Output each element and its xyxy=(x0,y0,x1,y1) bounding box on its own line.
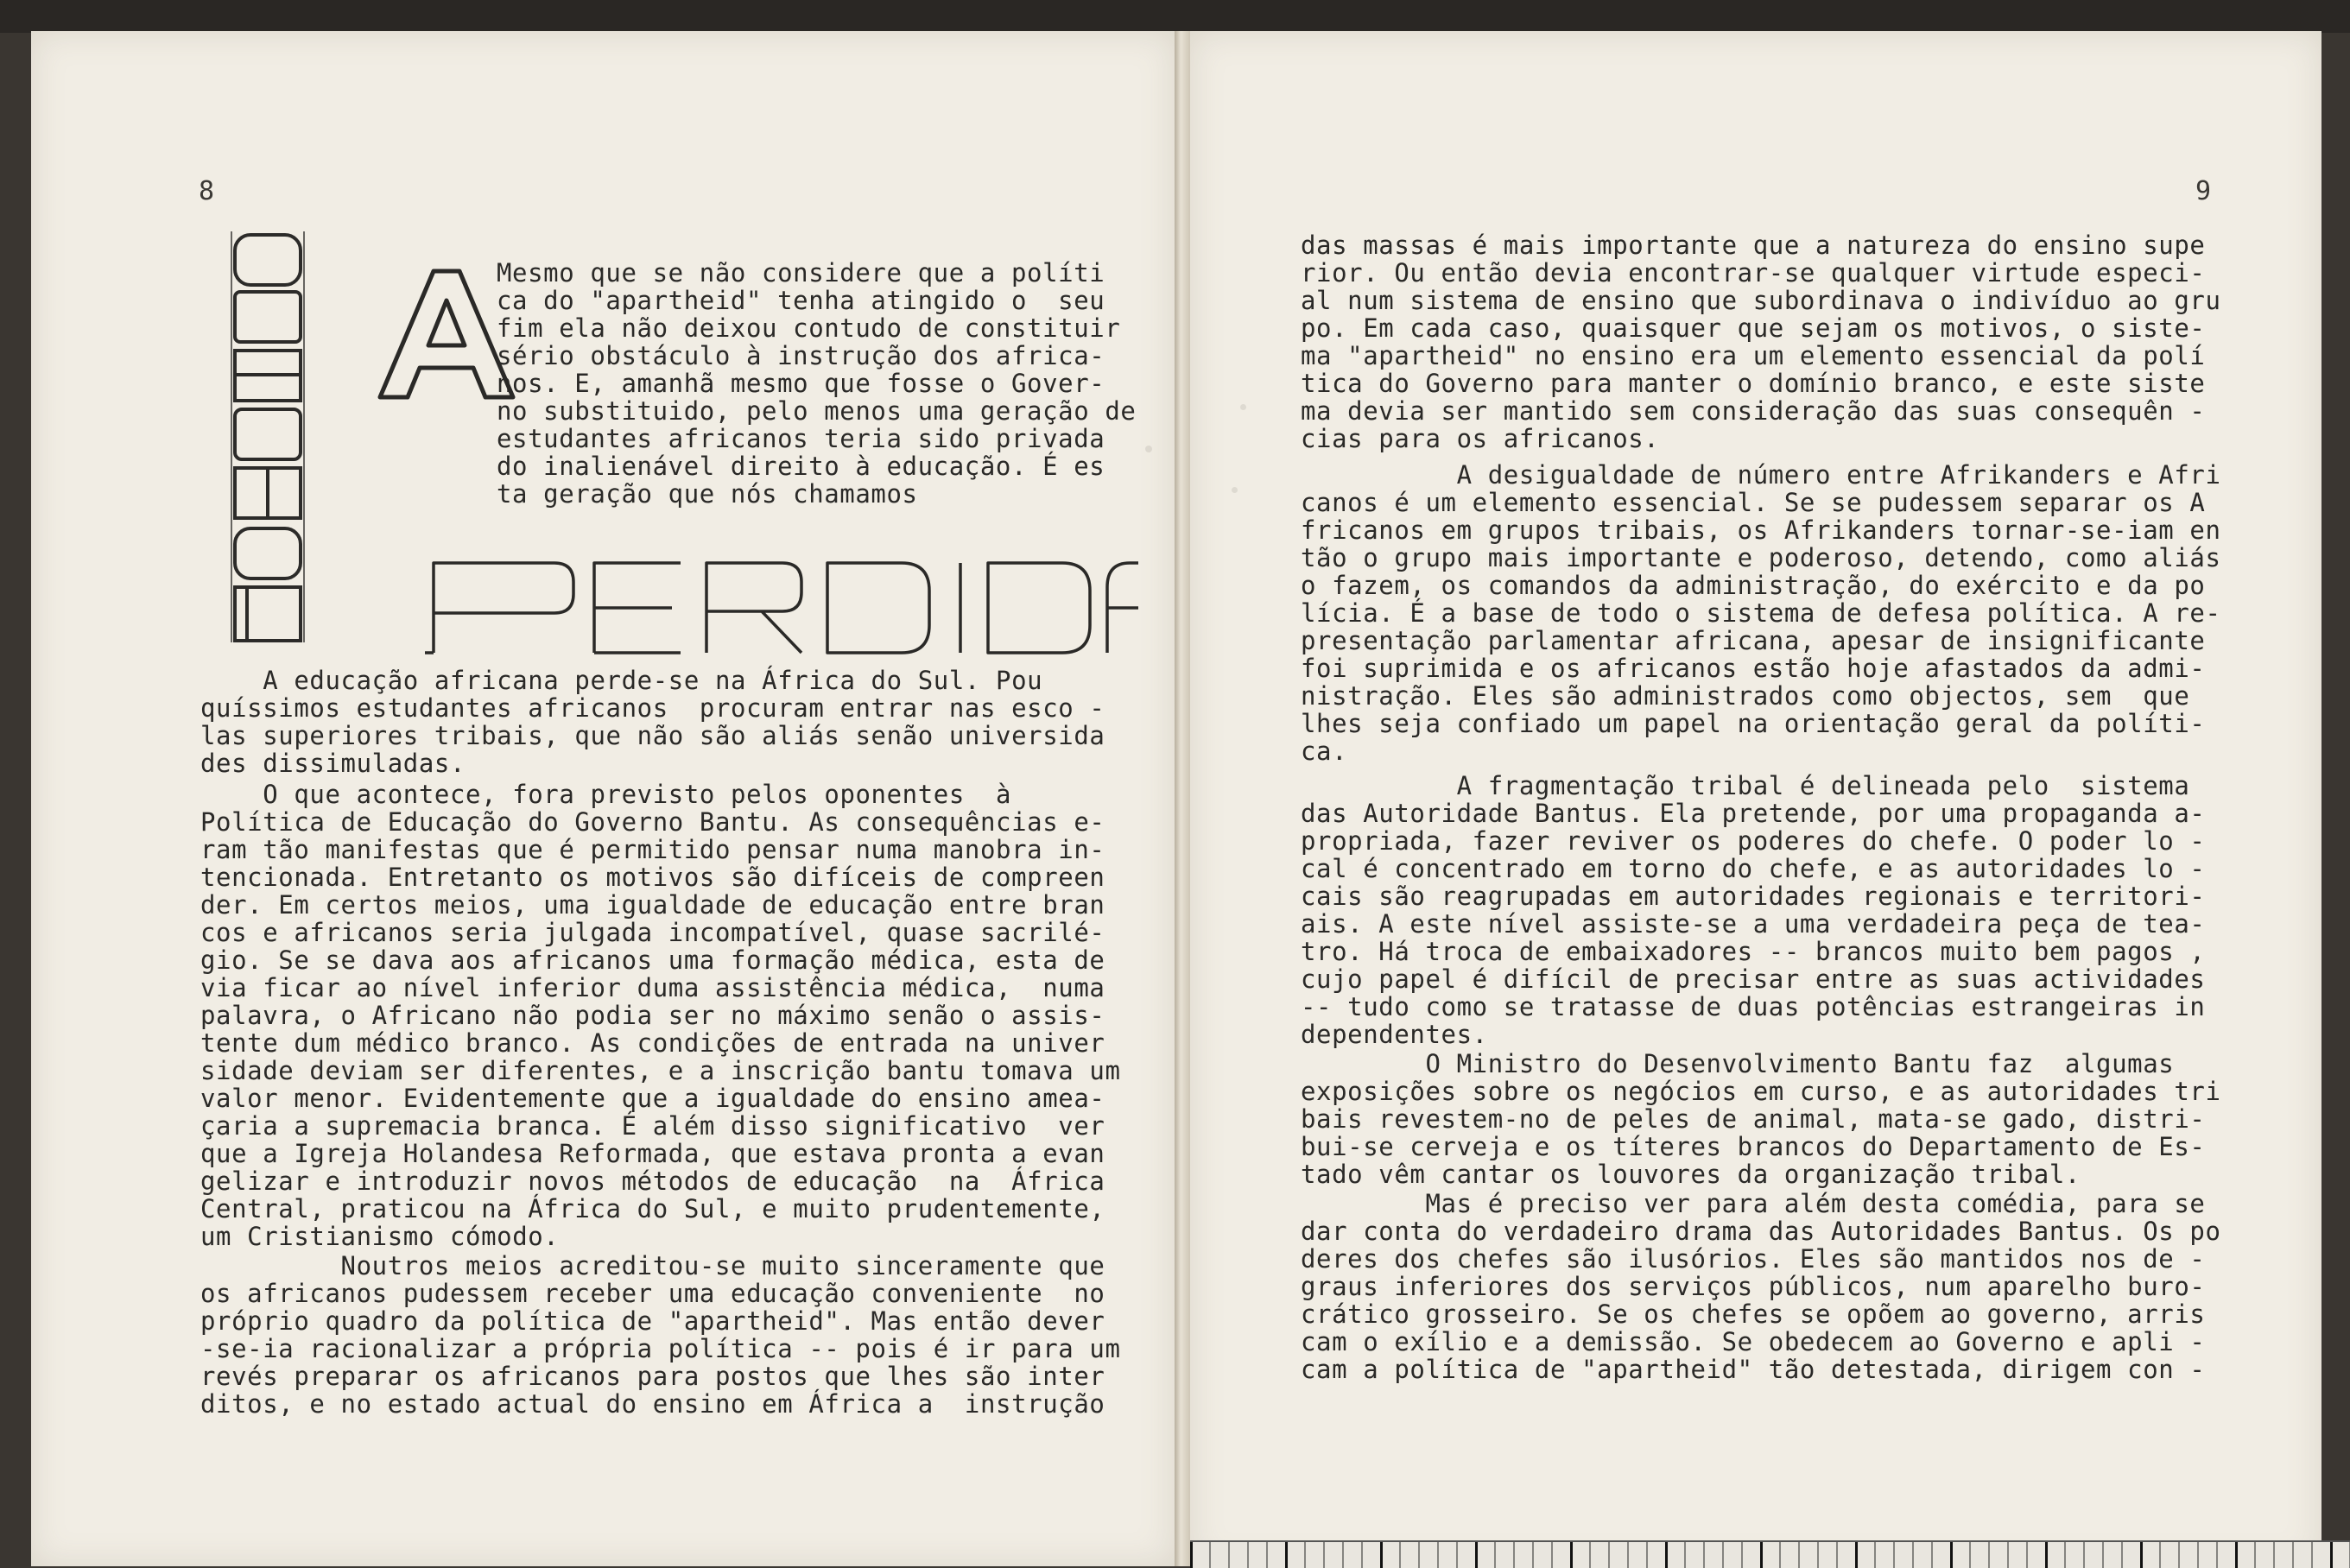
text-line: quíssimos estudantes africanos procuram entrar nas esco - xyxy=(200,693,1105,723)
text-line: palavra, o Africano não podia ser no máximo senão o assis- xyxy=(200,1001,1105,1030)
text-line: próprio quadro da política de "apartheid". Mas então dever xyxy=(200,1306,1105,1336)
text-line: fim ela não deixou contudo de constituir xyxy=(497,313,1121,343)
text-line: des dissimuladas. xyxy=(200,749,466,778)
text-line: A desigualdade de número entre Afrikanders e Afri xyxy=(1301,460,2221,490)
left-page xyxy=(31,31,1177,1566)
text-line: tão o grupo mais importante e poderoso, detendo, como aliás xyxy=(1301,543,2221,572)
text-line: A educação africana perde-se na África do Sul. Pou xyxy=(200,666,1043,695)
text-line: o fazem, os comandos da administração, do exército e da po xyxy=(1301,571,2206,600)
text-line: Mas é preciso ver para além desta comédia, para se xyxy=(1301,1189,2206,1218)
text-line: -- tudo como se tratasse de duas potências estrangeiras in xyxy=(1301,992,2206,1021)
text-line: dar conta do verdadeiro drama das Autoridades Bantus. Os po xyxy=(1301,1217,2221,1246)
text-line: presentação parlamentar africana, apesar de insignificante xyxy=(1301,626,2206,655)
text-line: foi suprimida e os africanos estão hoje afastados da admi- xyxy=(1301,654,2206,683)
text-line: lhes seja confiado um papel na orientação geral da políti- xyxy=(1301,709,2206,738)
text-line: lícia. É a base de todo o sistema de defesa política. A re- xyxy=(1301,598,2221,628)
text-line: Mesmo que se não considere que a políti xyxy=(497,258,1105,288)
text-line: deres dos chefes são ilusórios. Eles são mantidos nos de - xyxy=(1301,1244,2206,1274)
text-line: cam o exílio e a demissão. Se obedecem ao Governo e apli - xyxy=(1301,1327,2206,1356)
text-line: A fragmentação tribal é delineada pelo sistema xyxy=(1301,771,2190,800)
text-line: cal é concentrado em torno do chefe, e as autoridades lo - xyxy=(1301,854,2206,883)
text-line: ma devia ser mantido sem consideração das suas consequên - xyxy=(1301,396,2206,426)
text-line: fricanos em grupos tribais, os Afrikanders tornar-se-iam en xyxy=(1301,515,2221,545)
text-line: tencionada. Entretanto os motivos são difíceis de compreen xyxy=(200,863,1105,892)
text-line: no substituido, pelo menos uma geração de xyxy=(497,396,1137,426)
text-line: cujo papel é difícil de precisar entre as suas actividades xyxy=(1301,964,2206,994)
text-line: dependentes. xyxy=(1301,1020,1488,1049)
title-word-perdida xyxy=(425,556,1142,660)
text-line: bais revestem-no de peles de animal, mata-se gado, distri- xyxy=(1301,1104,2206,1134)
text-line: nistração. Eles são administrados como objectos, sem que xyxy=(1301,681,2190,711)
text-line: ta geração que nós chamamos xyxy=(497,479,918,509)
text-line: ma "apartheid" no ensino era um elemento essencial da polí xyxy=(1301,341,2206,370)
scale-ruler xyxy=(1190,1540,2350,1568)
text-line: rior. Ou então devia encontrar-se qualquer virtude especi- xyxy=(1301,258,2206,288)
paper-smudge xyxy=(1232,487,1238,493)
page-number-right: 9 xyxy=(2195,176,2212,206)
text-line: O que acontece, fora previsto pelos oponentes à xyxy=(200,780,1012,809)
text-line: po. Em cada caso, quaisquer que sejam os motivos, o siste- xyxy=(1301,313,2206,343)
text-line: der. Em certos meios, uma igualdade de educação entre bran xyxy=(200,890,1105,920)
text-line: valor menor. Evidentemente que a igualdade do ensino amea- xyxy=(200,1084,1105,1113)
text-line: ais. A este nível assiste-se a uma verdadeira peça de tea- xyxy=(1301,909,2206,939)
text-line: tica do Governo para manter o domínio branco, e este siste xyxy=(1301,369,2206,398)
text-line: canos é um elemento essencial. Se se pudessem separar os A xyxy=(1301,488,2206,517)
book-gutter xyxy=(1175,31,1190,1566)
text-line: çaria a supremacia branca. É além disso significativo ver xyxy=(200,1111,1105,1141)
text-line: gelizar e introduzir novos métodos de educação na África xyxy=(200,1167,1105,1196)
text-line: tro. Há troca de embaixadores -- brancos muito bem pagos , xyxy=(1301,937,2206,966)
text-line: cam a política de "apartheid" tão detestada, dirigem con - xyxy=(1301,1355,2206,1384)
ruler-major-ticks xyxy=(1190,1542,2350,1568)
text-line: via ficar ao nível inferior duma assistência médica, numa xyxy=(200,973,1105,1002)
text-line: Central, praticou na África do Sul, e muito prudentemente, xyxy=(200,1194,1105,1223)
text-line: propriada, fazer reviver os poderes do chefe. O poder lo - xyxy=(1301,826,2206,856)
text-line: O Ministro do Desenvolvimento Bantu faz algumas xyxy=(1301,1049,2175,1078)
text-line: os africanos pudessem receber uma educação conveniente no xyxy=(200,1279,1105,1308)
right-page xyxy=(1190,31,2321,1566)
text-line: nos. E, amanhã mesmo que fosse o Gover- xyxy=(497,369,1105,398)
text-line: estudantes africanos teria sido privada xyxy=(497,424,1105,453)
text-line: revés preparar os africanos para postos que lhes são inter xyxy=(200,1362,1105,1391)
text-line: das massas é mais importante que a natureza do ensino supe xyxy=(1301,231,2206,260)
scanner-background xyxy=(0,0,2350,33)
text-line: um Cristianismo cómodo. xyxy=(200,1222,560,1251)
text-line: das Autoridade Bantus. Ela pretende, por uma propaganda a- xyxy=(1301,799,2206,828)
text-line: ram tão manifestas que é permitido pensar numa manobra in- xyxy=(200,835,1105,864)
text-line: que a Igreja Holandesa Reformada, que estava pronta a evan xyxy=(200,1139,1105,1168)
text-line: tente dum médico branco. As condições de entrada na univer xyxy=(200,1028,1105,1058)
text-line: Noutros meios acreditou-se muito sinceramente que xyxy=(200,1251,1105,1280)
text-line: Política de Educação do Governo Bantu. As consequências e- xyxy=(200,807,1105,837)
text-line: ditos, e no estado actual do ensino em África a instrução xyxy=(200,1389,1105,1419)
paper-smudge xyxy=(1240,404,1246,410)
text-line: ca. xyxy=(1301,737,1348,766)
text-line: cias para os africanos. xyxy=(1301,424,1660,453)
text-line: cais são reagrupadas em autoridades regionais e territori- xyxy=(1301,882,2206,911)
text-line: las superiores tribais, que não são aliás senão universida xyxy=(200,721,1105,750)
text-line: -se-ia racionalizar a própria política -- pois é ir para um xyxy=(200,1334,1121,1363)
text-line: do inalienável direito à educação. É es xyxy=(497,452,1105,481)
text-line: gio. Se se dava aos africanos uma formação médica, esta de xyxy=(200,945,1105,975)
text-line: exposições sobre os negócios em curso, e as autoridades tri xyxy=(1301,1077,2221,1106)
page-number-left: 8 xyxy=(199,176,215,206)
text-line: sério obstáculo à instrução dos africa- xyxy=(497,341,1105,370)
text-line: al num sistema de ensino que subordinava o indivíduo ao gru xyxy=(1301,286,2221,315)
text-line: tado vêm cantar os louvores da organização tribal. xyxy=(1301,1160,2081,1189)
paper-smudge xyxy=(1145,446,1152,452)
text-line: graus inferiores dos serviços públicos, num aparelho buro- xyxy=(1301,1272,2206,1301)
text-line: crático grosseiro. Se os chefes se opõem ao governo, arris xyxy=(1301,1299,2206,1329)
text-line: sidade deviam ser diferentes, e a inscrição bantu tomava um xyxy=(200,1056,1121,1085)
text-line: bui-se cerveja e os títeres brancos do Departamento de Es- xyxy=(1301,1132,2206,1161)
vertical-title-geracao xyxy=(230,230,307,653)
text-line: ca do "apartheid" tenha atingido o seu xyxy=(497,286,1105,315)
text-line: cos e africanos seria julgada incompatível, quase sacrilé- xyxy=(200,918,1105,947)
